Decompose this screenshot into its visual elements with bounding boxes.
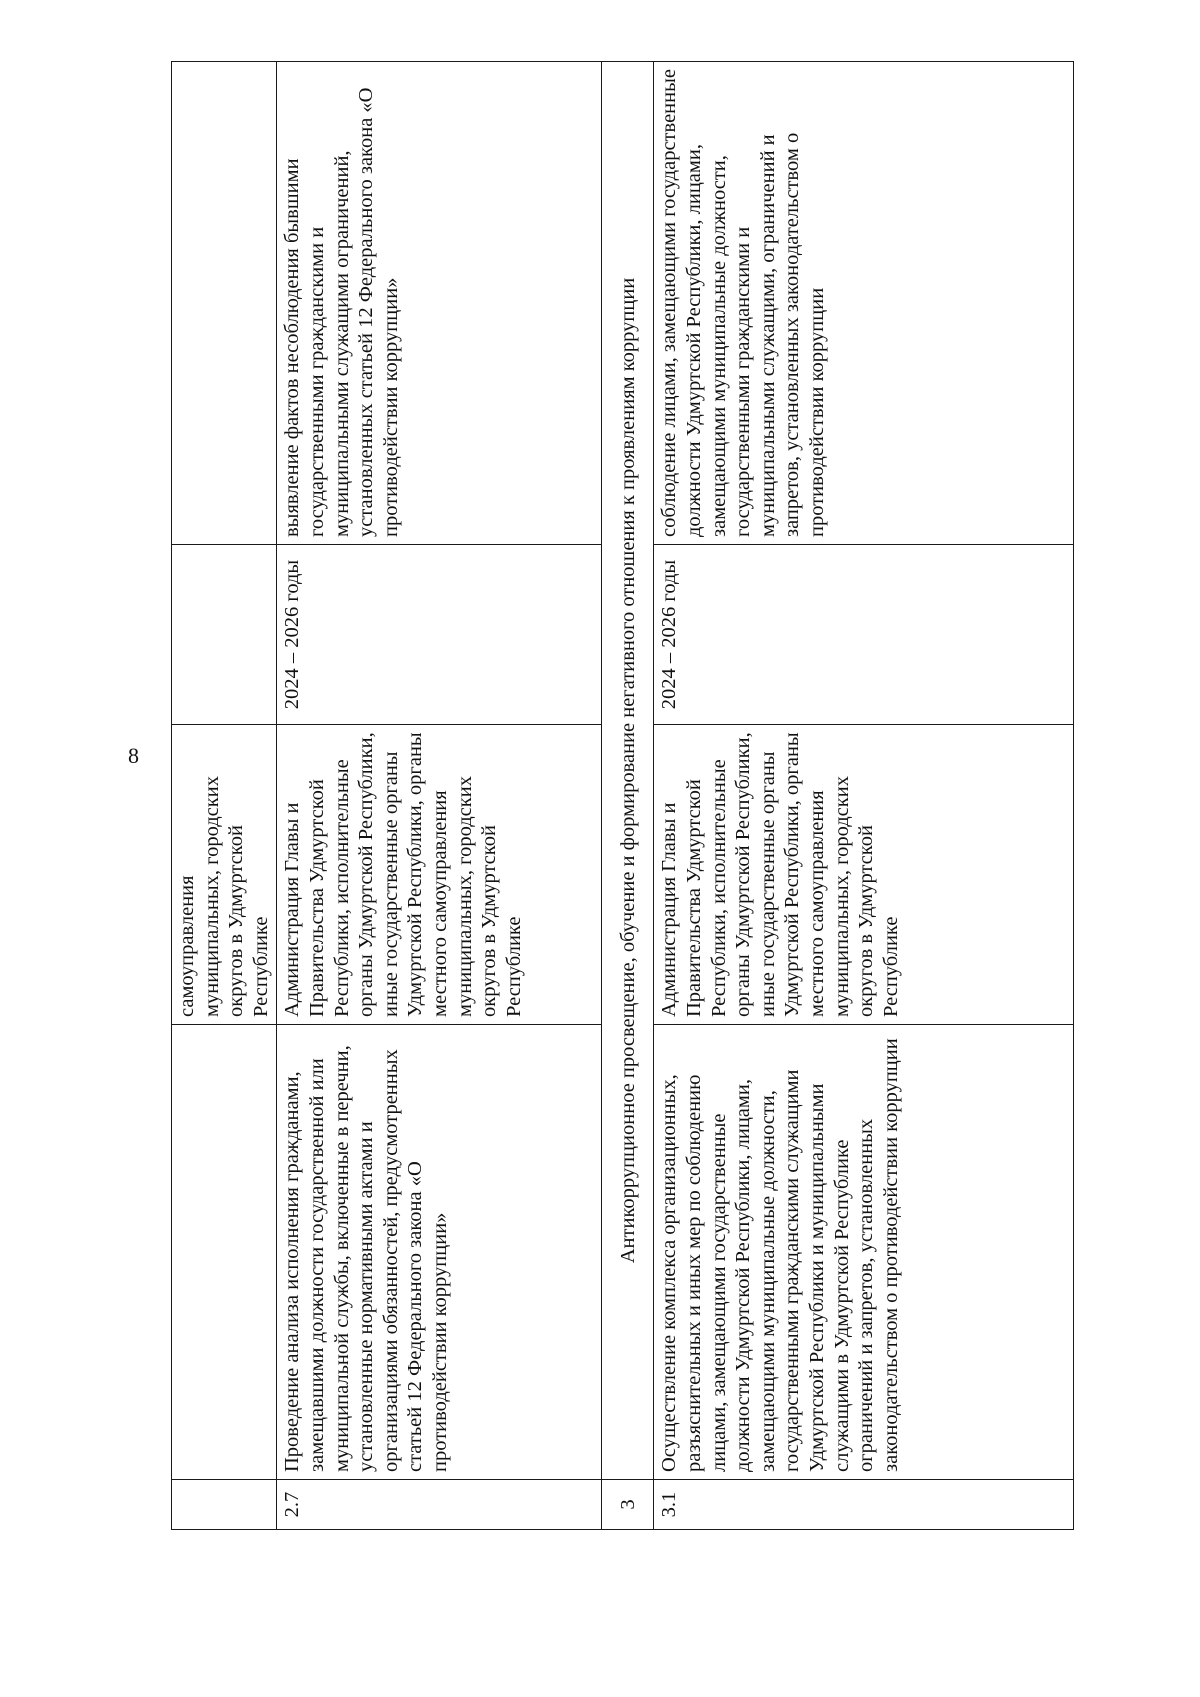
section-row-3: [602, 62, 654, 1530]
result-cell: [172, 62, 277, 545]
term-cell: 2024 – 2026 годы: [277, 545, 602, 725]
table-row-2-7: [277, 62, 602, 1530]
section-title-cell: Антикоррупционное просвещение, обучение и формирование негативного отношения к проявлениям коррупции: [602, 62, 654, 1480]
section-number-cell: 3: [602, 1480, 654, 1530]
row-number-cell: 3.1: [654, 1480, 1074, 1530]
result-cell: выявление фактов несоблюдения бывшими государственными гражданскими и муниципальными служащими ограничений, установленных статьей 12 Федерального закона «О противодействии коррупции»: [277, 62, 602, 545]
result-cell: соблюдение лицами, замещающими государственные должности Удмуртской Республики, лицами, замещающими муниципальные должности, государственными гражданскими и муниципальными служащими, ограничений и запретов, установленных законодательством о противодействии коррупции: [654, 62, 1074, 545]
measures-table: [171, 61, 1074, 1530]
executor-cell: Администрация Главы и Правительства Удмуртской Республики, исполнительные органы Удмуртской Республики, иные государственные органы Удмуртской Республики, органы местного самоуправления муниципальных, городских округов в Удмуртской Республике: [654, 725, 1074, 1025]
rotated-page-content: [171, 62, 1073, 1530]
executor-cell: Администрация Главы и Правительства Удмуртской Республики, исполнительные органы Удмуртской Республики, иные государственные органы Удмуртской Республики, органы местного самоуправления муниципальных, городских округов в Удмуртской Республике: [277, 725, 602, 1025]
row-number-cell: 2.7: [277, 1480, 602, 1530]
row-number-cell: [172, 1480, 277, 1530]
measure-cell: [172, 1025, 277, 1480]
executor-cell: самоуправления муниципальных, городских округов в Удмуртской Республике: [172, 725, 277, 1025]
measure-cell: Проведение анализа исполнения гражданами, замещавшими должности государственной или муниципальной службы, включенные в перечни, установленные нормативными актами и организациями обязанностей, предусмотренных статьей 12 Федерального закона «О противодействии коррупции»: [277, 1025, 602, 1480]
term-cell: [172, 545, 277, 725]
measure-cell: Осуществление комплекса организационных, разъяснительных и иных мер по соблюдению лицами, замещающими государственные должности Удмуртской Республики, лицами, замещающими муниципальные должности, государственными гражданскими служащими Удмуртской Республики и муниципальными служащими в Удмуртской Республике ограничений и запретов, установленных законодательством о противодействии коррупции: [654, 1025, 1074, 1480]
table-row-continuation: [172, 62, 277, 1530]
table-row-3-1: [654, 62, 1074, 1530]
page-number: 8: [128, 743, 139, 768]
term-cell: 2024 – 2026 годы: [654, 545, 1074, 725]
